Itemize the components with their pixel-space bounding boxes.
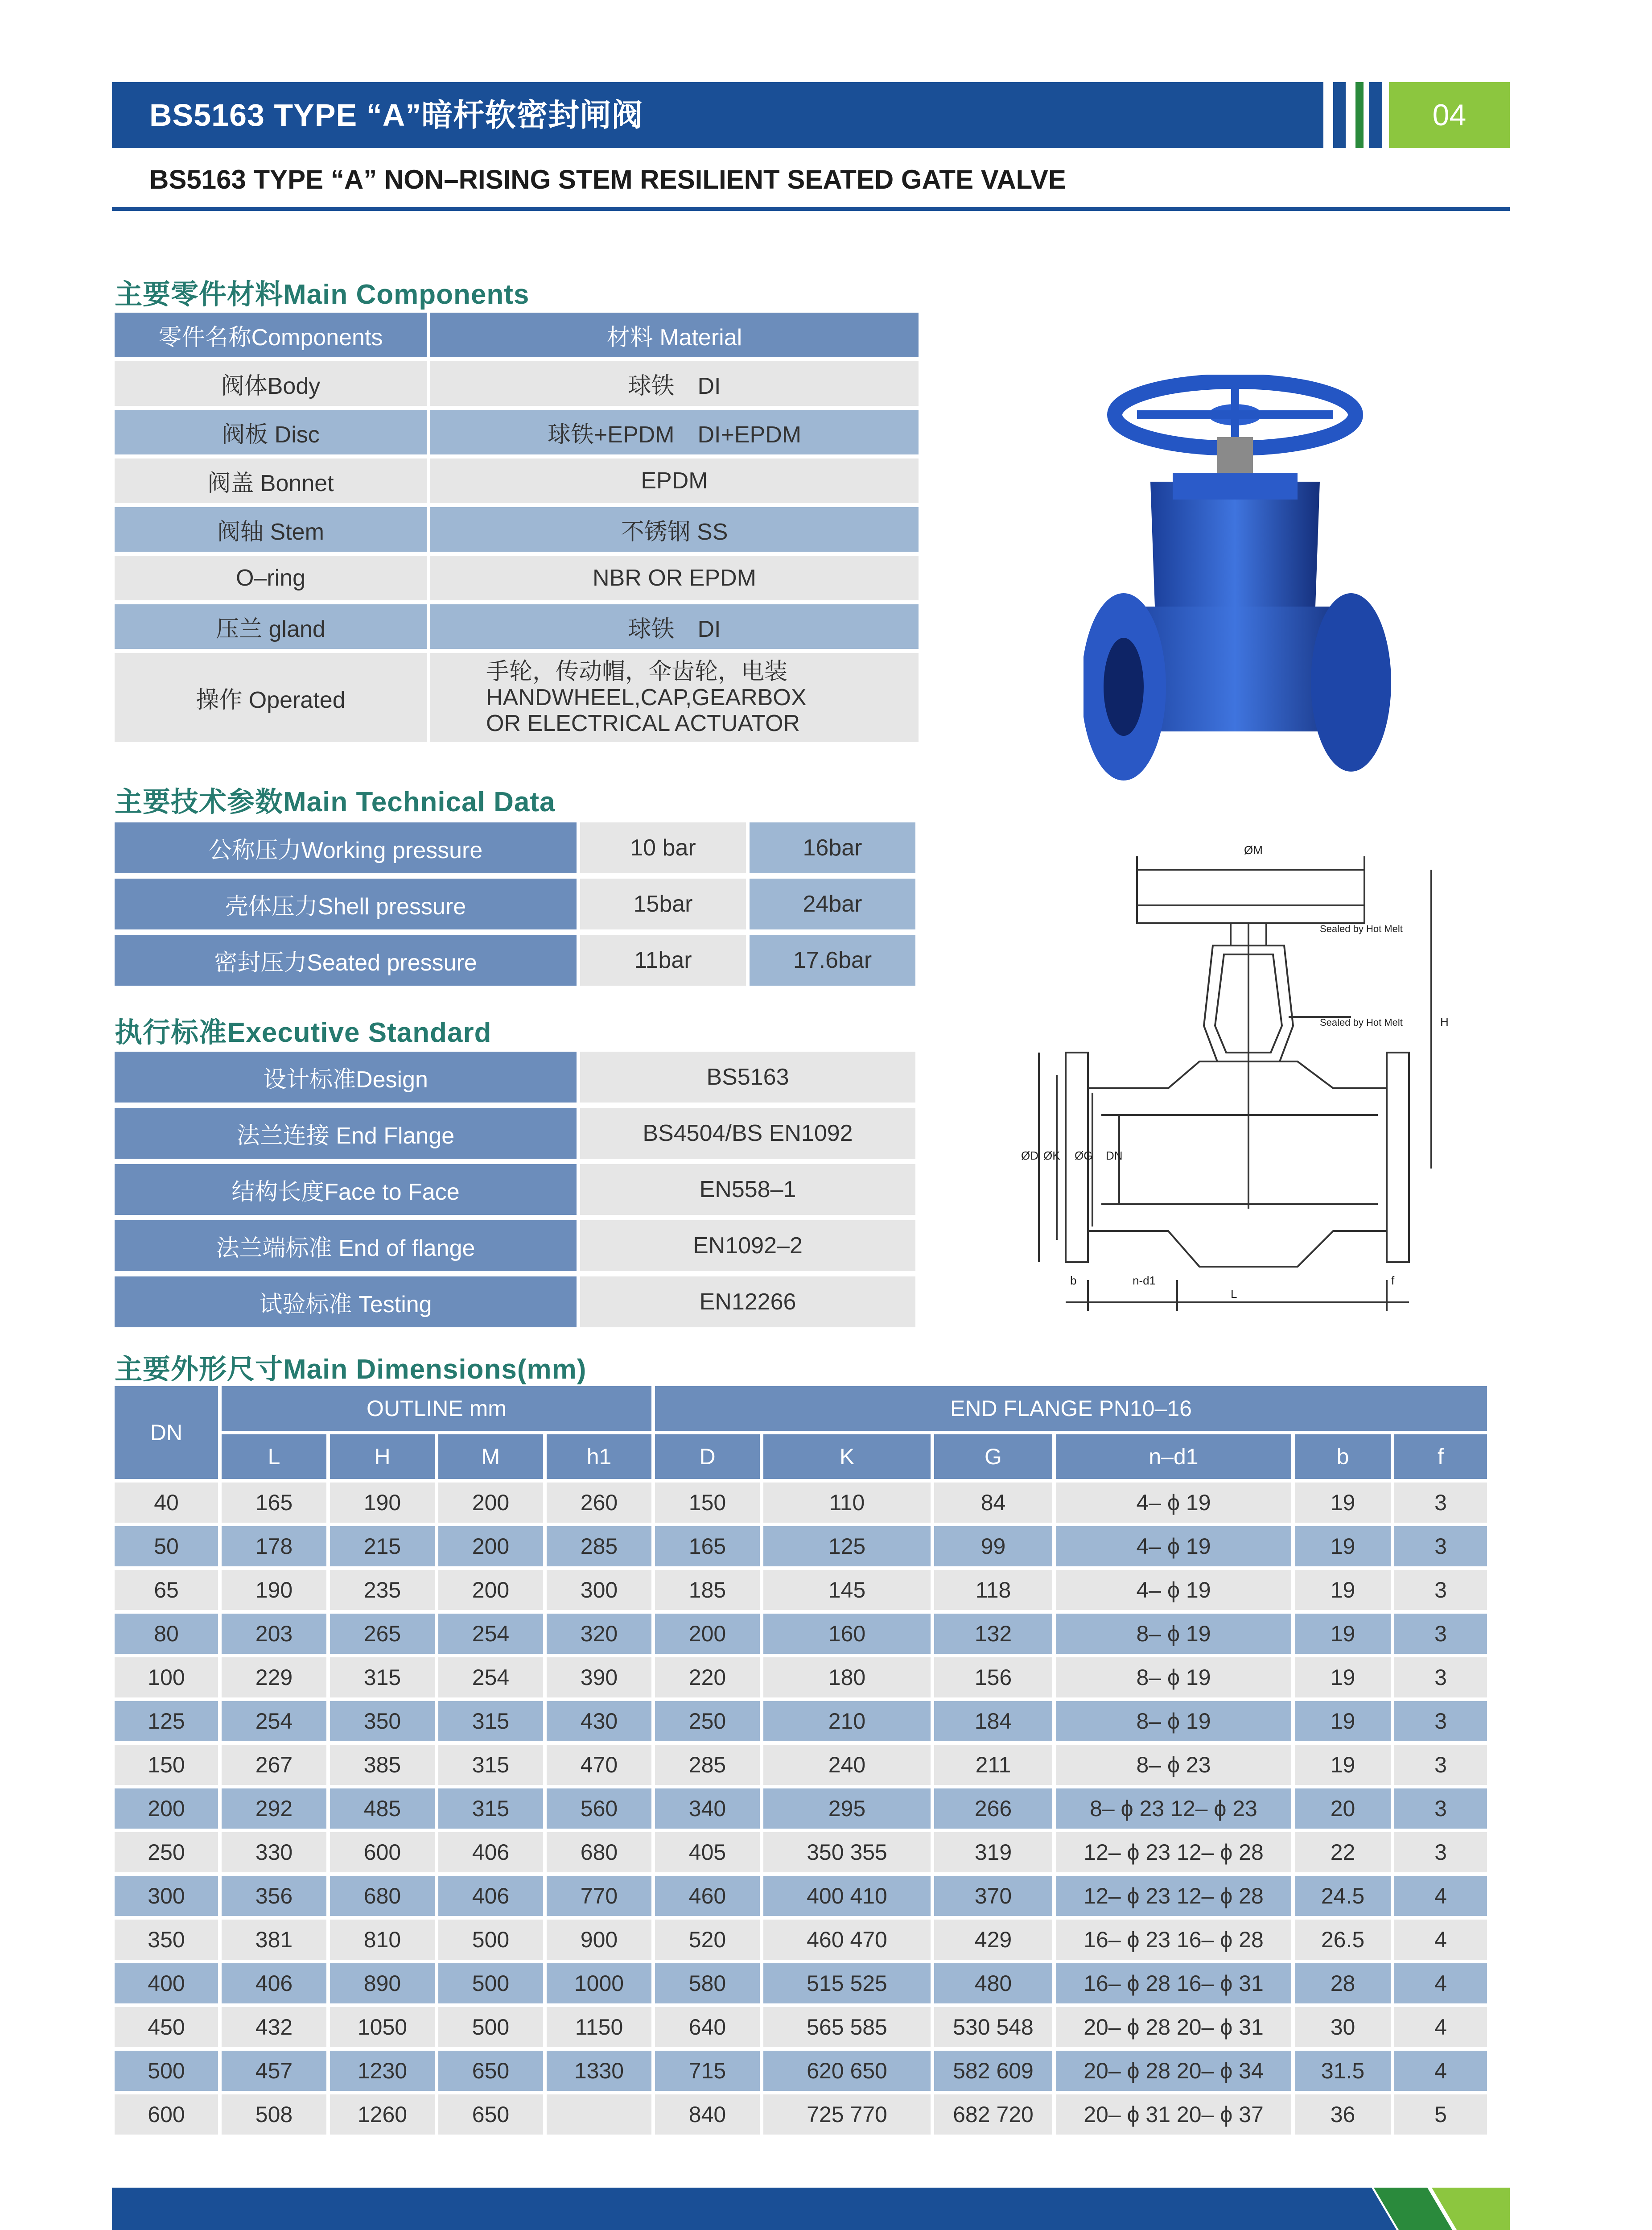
dimensions-cell: 200 bbox=[115, 1788, 218, 1829]
dimensions-cell: 810 bbox=[330, 1920, 435, 1960]
dimensions-cell: 84 bbox=[934, 1483, 1052, 1523]
dimensions-cell: 150 bbox=[655, 1483, 760, 1523]
dimensions-cell: 405 bbox=[655, 1832, 760, 1872]
tech-value-pn16: 16bar bbox=[750, 822, 915, 873]
dimensions-cell: 370 bbox=[934, 1876, 1052, 1916]
outline-header: OUTLINE mm bbox=[222, 1386, 651, 1431]
dimensions-cell: 300 bbox=[115, 1876, 218, 1916]
header-divider bbox=[112, 207, 1510, 211]
dimensions-cell: 500 bbox=[438, 2007, 543, 2047]
dimensions-cell: 4– ϕ 19 bbox=[1056, 1570, 1291, 1610]
dimensions-row bbox=[115, 2094, 1487, 2135]
page-subtitle: BS5163 TYPE “A” NON–RISING STEM RESILIENT SEATED GATE VALVE bbox=[149, 165, 1066, 194]
dimensions-cell: 178 bbox=[222, 1526, 326, 1566]
drawing-label-nd1: n-d1 bbox=[1133, 1274, 1156, 1287]
dimensions-cell: 16– ϕ 23 16– ϕ 28 bbox=[1056, 1920, 1291, 1960]
dimensions-cell: 315 bbox=[438, 1788, 543, 1829]
dimensions-table bbox=[111, 1383, 1491, 2138]
standard-label: 试验标准 Testing bbox=[115, 1276, 577, 1327]
dimensions-cell: 19 bbox=[1295, 1526, 1391, 1566]
dimensions-cell: 3 bbox=[1394, 1788, 1487, 1829]
col-header-g: G bbox=[934, 1434, 1052, 1479]
dimensions-cell: 4– ϕ 19 bbox=[1056, 1483, 1291, 1523]
dimensions-cell: 250 bbox=[655, 1701, 760, 1741]
dimensions-cell: 480 bbox=[934, 1963, 1052, 2003]
component-cell: 阀体Body bbox=[115, 361, 427, 406]
dimensions-cell: 315 bbox=[438, 1745, 543, 1785]
dimensions-cell: 19 bbox=[1295, 1745, 1391, 1785]
dimensions-cell: 315 bbox=[438, 1701, 543, 1741]
dimensions-cell: 211 bbox=[934, 1745, 1052, 1785]
dimensions-cell: 285 bbox=[547, 1526, 651, 1566]
drawing-label-b: b bbox=[1070, 1274, 1077, 1287]
tech-value-pn10: 11bar bbox=[580, 935, 746, 986]
dimensions-cell: 20 bbox=[1295, 1788, 1391, 1829]
dimensions-cell: 4 bbox=[1394, 1963, 1487, 2003]
dimensions-cell: 470 bbox=[547, 1745, 651, 1785]
dimensions-cell: 40 bbox=[115, 1483, 218, 1523]
valve-technical-drawing bbox=[1021, 838, 1476, 1320]
dimensions-cell: 118 bbox=[934, 1570, 1052, 1610]
dimensions-cell: 19 bbox=[1295, 1614, 1391, 1654]
col-header-k: K bbox=[763, 1434, 931, 1479]
dimensions-cell: 19 bbox=[1295, 1701, 1391, 1741]
dimensions-row bbox=[115, 1745, 1487, 1785]
dimensions-cell: 350 bbox=[330, 1701, 435, 1741]
dimensions-cell: 8– ϕ 23 bbox=[1056, 1745, 1291, 1785]
dimensions-cell: 460 bbox=[655, 1876, 760, 1916]
drawing-label-sealed-2: Sealed by Hot Melt bbox=[1320, 1017, 1403, 1028]
dimensions-cell: 565 585 bbox=[763, 2007, 931, 2047]
tech-label: 密封压力Seated pressure bbox=[115, 935, 577, 986]
dimensions-cell: 715 bbox=[655, 2051, 760, 2091]
component-cell: O–ring bbox=[115, 556, 427, 600]
dimensions-cell: 200 bbox=[438, 1483, 543, 1523]
dimensions-cell: 260 bbox=[547, 1483, 651, 1523]
standard-title: 执行标准Executive Standard bbox=[115, 1017, 492, 1048]
dimensions-cell: 1000 bbox=[547, 1963, 651, 2003]
drawing-label-ok: ØK bbox=[1043, 1149, 1060, 1162]
dimensions-cell: 26.5 bbox=[1295, 1920, 1391, 1960]
dimensions-cell: 145 bbox=[763, 1570, 931, 1610]
dimensions-cell: 31.5 bbox=[1295, 2051, 1391, 2091]
dimensions-cell: 620 650 bbox=[763, 2051, 931, 2091]
dimensions-cell: 266 bbox=[934, 1788, 1052, 1829]
footer-bar bbox=[112, 2188, 1510, 2230]
standard-label: 法兰连接 End Flange bbox=[115, 1108, 577, 1159]
dimensions-cell: 12– ϕ 23 12– ϕ 28 bbox=[1056, 1876, 1291, 1916]
dimensions-cell: 20– ϕ 28 20– ϕ 31 bbox=[1056, 2007, 1291, 2047]
material-cell: EPDM bbox=[430, 458, 919, 503]
col-header-l: L bbox=[222, 1434, 326, 1479]
dimensions-cell: 5 bbox=[1394, 2094, 1487, 2135]
dimensions-cell: 600 bbox=[330, 1832, 435, 1872]
standard-value: BS4504/BS EN1092 bbox=[580, 1108, 915, 1159]
dimensions-cell: 1330 bbox=[547, 2051, 651, 2091]
dimensions-cell: 24.5 bbox=[1295, 1876, 1391, 1916]
drawing-label-om: ØM bbox=[1244, 843, 1263, 857]
technical-title: 主要技术参数Main Technical Data bbox=[115, 787, 556, 818]
dimensions-cell: 8– ϕ 19 bbox=[1056, 1657, 1291, 1697]
dimensions-cell: 400 bbox=[115, 1963, 218, 2003]
dimensions-cell: 99 bbox=[934, 1526, 1052, 1566]
dimensions-cell: 3 bbox=[1394, 1570, 1487, 1610]
dimensions-cell: 406 bbox=[438, 1876, 543, 1916]
tech-value-pn10: 10 bar bbox=[580, 822, 746, 873]
operated-line-1: 手轮，传动帽，伞齿轮，电装 bbox=[486, 659, 788, 685]
dimensions-cell: 460 470 bbox=[763, 1920, 931, 1960]
dimensions-cell: 640 bbox=[655, 2007, 760, 2047]
dimensions-cell: 450 bbox=[115, 2007, 218, 2047]
dimensions-cell: 22 bbox=[1295, 1832, 1391, 1872]
dimensions-cell: 406 bbox=[222, 1963, 326, 2003]
tech-value-pn16: 24bar bbox=[750, 879, 915, 929]
dimensions-cell: 3 bbox=[1394, 1701, 1487, 1741]
dimensions-cell: 3 bbox=[1394, 1526, 1487, 1566]
dimensions-cell: 515 525 bbox=[763, 1963, 931, 2003]
dimensions-cell: 28 bbox=[1295, 1963, 1391, 2003]
dimensions-cell: 30 bbox=[1295, 2007, 1391, 2047]
dimensions-cell: 235 bbox=[330, 1570, 435, 1610]
dimensions-cell: 400 410 bbox=[763, 1876, 931, 1916]
standard-table bbox=[111, 1046, 919, 1333]
dimensions-cell: 457 bbox=[222, 2051, 326, 2091]
dimensions-cell: 19 bbox=[1295, 1657, 1391, 1697]
dimensions-cell: 840 bbox=[655, 2094, 760, 2135]
components-header: 零件名称Components bbox=[115, 313, 427, 357]
dimensions-cell: 100 bbox=[115, 1657, 218, 1697]
dimensions-cell: 210 bbox=[763, 1701, 931, 1741]
dimensions-cell: 165 bbox=[222, 1483, 326, 1523]
dimensions-cell: 156 bbox=[934, 1657, 1052, 1697]
dimensions-row bbox=[115, 2051, 1487, 2091]
technical-table bbox=[111, 817, 919, 991]
dimensions-cell: 19 bbox=[1295, 1570, 1391, 1610]
dimensions-cell: 385 bbox=[330, 1745, 435, 1785]
dimensions-row bbox=[115, 1526, 1487, 1566]
dimensions-row bbox=[115, 1657, 1487, 1697]
dimensions-cell: 4 bbox=[1394, 1920, 1487, 1960]
dimensions-cell: 180 bbox=[763, 1657, 931, 1697]
col-header-f: f bbox=[1394, 1434, 1487, 1479]
dimensions-cell: 381 bbox=[222, 1920, 326, 1960]
dimensions-cell: 65 bbox=[115, 1570, 218, 1610]
dimensions-row bbox=[115, 2007, 1487, 2047]
header-stripe-blue bbox=[1333, 82, 1346, 148]
component-cell: 阀板 Disc bbox=[115, 410, 427, 454]
material-header: 材料 Material bbox=[430, 313, 919, 357]
dimensions-cell: 320 bbox=[547, 1614, 651, 1654]
dimensions-cell: 680 bbox=[330, 1876, 435, 1916]
dimensions-row bbox=[115, 1483, 1487, 1523]
dimensions-cell: 125 bbox=[763, 1526, 931, 1566]
components-title: 主要零件材料Main Components bbox=[115, 279, 530, 310]
standard-value: BS5163 bbox=[580, 1052, 915, 1103]
dimensions-cell: 500 bbox=[438, 1920, 543, 1960]
drawing-label-l: L bbox=[1231, 1287, 1237, 1301]
dimensions-cell: 200 bbox=[438, 1570, 543, 1610]
dimensions-cell: 330 bbox=[222, 1832, 326, 1872]
dimensions-cell: 4 bbox=[1394, 2007, 1487, 2047]
dimensions-cell: 254 bbox=[438, 1614, 543, 1654]
dimensions-cell: 350 355 bbox=[763, 1832, 931, 1872]
dimensions-cell: 650 bbox=[438, 2094, 543, 2135]
drawing-label-dn: DN bbox=[1106, 1149, 1123, 1162]
dimensions-cell: 390 bbox=[547, 1657, 651, 1697]
dimensions-row bbox=[115, 1832, 1487, 1872]
dimensions-cell: 8– ϕ 23 12– ϕ 23 bbox=[1056, 1788, 1291, 1829]
dimensions-cell: 890 bbox=[330, 1963, 435, 2003]
dimensions-cell: 295 bbox=[763, 1788, 931, 1829]
dimensions-cell: 680 bbox=[547, 1832, 651, 1872]
dimensions-cell: 432 bbox=[222, 2007, 326, 2047]
tech-value-pn10: 15bar bbox=[580, 879, 746, 929]
dimensions-cell: 429 bbox=[934, 1920, 1052, 1960]
standard-label: 设计标准Design bbox=[115, 1052, 577, 1103]
dimensions-cell: 254 bbox=[222, 1701, 326, 1741]
dn-header: DN bbox=[115, 1386, 218, 1479]
operated-label: 操作 Operated bbox=[115, 653, 427, 742]
dimensions-cell: 80 bbox=[115, 1614, 218, 1654]
dimensions-cell: 560 bbox=[547, 1788, 651, 1829]
dimensions-cell: 16– ϕ 28 16– ϕ 31 bbox=[1056, 1963, 1291, 2003]
standard-value: EN1092–2 bbox=[580, 1220, 915, 1271]
dimensions-cell: 200 bbox=[438, 1526, 543, 1566]
col-header-nd1: n–d1 bbox=[1056, 1434, 1291, 1479]
dimensions-cell: 240 bbox=[763, 1745, 931, 1785]
dimensions-cell: 1050 bbox=[330, 2007, 435, 2047]
dimensions-cell: 725 770 bbox=[763, 2094, 931, 2135]
material-cell: 球铁 DI bbox=[430, 604, 919, 649]
dimensions-cell: 190 bbox=[222, 1570, 326, 1610]
dimensions-cell: 132 bbox=[934, 1614, 1052, 1654]
dimensions-cell: 8– ϕ 19 bbox=[1056, 1701, 1291, 1741]
dimensions-cell: 1150 bbox=[547, 2007, 651, 2047]
dimensions-cell: 267 bbox=[222, 1745, 326, 1785]
material-cell: 球铁+EPDM DI+EPDM bbox=[430, 410, 919, 454]
dimensions-cell: 580 bbox=[655, 1963, 760, 2003]
dimensions-cell: 356 bbox=[222, 1876, 326, 1916]
dimensions-cell: 315 bbox=[330, 1657, 435, 1697]
col-header-b: b bbox=[1295, 1434, 1391, 1479]
drawing-label-sealed-1: Sealed by Hot Melt bbox=[1320, 923, 1403, 934]
component-cell: 压兰 gland bbox=[115, 604, 427, 649]
components-table bbox=[111, 309, 922, 746]
dimensions-cell: 125 bbox=[115, 1701, 218, 1741]
dimensions-cell: 292 bbox=[222, 1788, 326, 1829]
material-cell: 不锈钢 SS bbox=[430, 507, 919, 552]
standard-label: 结构长度Face to Face bbox=[115, 1164, 577, 1215]
dimensions-cell: 682 720 bbox=[934, 2094, 1052, 2135]
dimensions-cell: 250 bbox=[115, 1832, 218, 1872]
dimensions-cell: 203 bbox=[222, 1614, 326, 1654]
dimensions-cell: 36 bbox=[1295, 2094, 1391, 2135]
dimensions-row bbox=[115, 1920, 1487, 1960]
dimensions-cell: 229 bbox=[222, 1657, 326, 1697]
drawing-label-od: ØD bbox=[1021, 1149, 1038, 1162]
col-header-d: D bbox=[655, 1434, 760, 1479]
col-header-h: H bbox=[330, 1434, 435, 1479]
tech-label: 壳体压力Shell pressure bbox=[115, 879, 577, 929]
dimensions-cell: 215 bbox=[330, 1526, 435, 1566]
dimensions-cell: 8– ϕ 19 bbox=[1056, 1614, 1291, 1654]
dimensions-cell: 600 bbox=[115, 2094, 218, 2135]
dimensions-cell: 520 bbox=[655, 1920, 760, 1960]
tech-value-pn16: 17.6bar bbox=[750, 935, 915, 986]
dimensions-cell: 1260 bbox=[330, 2094, 435, 2135]
dimensions-cell: 110 bbox=[763, 1483, 931, 1523]
dimensions-cell: 50 bbox=[115, 1526, 218, 1566]
dimensions-cell: 4 bbox=[1394, 1876, 1487, 1916]
dimensions-cell: 650 bbox=[438, 2051, 543, 2091]
dimensions-cell: 12– ϕ 23 12– ϕ 28 bbox=[1056, 1832, 1291, 1872]
standard-label: 法兰端标准 End of flange bbox=[115, 1220, 577, 1271]
dimensions-cell: 3 bbox=[1394, 1483, 1487, 1523]
dimensions-cell: 265 bbox=[330, 1614, 435, 1654]
dimensions-cell: 190 bbox=[330, 1483, 435, 1523]
tech-label: 公称压力Working pressure bbox=[115, 822, 577, 873]
header-stripe-blue-2 bbox=[1369, 82, 1382, 148]
page-title: BS5163 TYPE “A”暗杆软密封闸阀 bbox=[149, 98, 643, 132]
drawing-label-og: ØG bbox=[1075, 1149, 1093, 1162]
component-cell: 阀盖 Bonnet bbox=[115, 458, 427, 503]
dimensions-cell: 254 bbox=[438, 1657, 543, 1697]
dimensions-cell: 3 bbox=[1394, 1832, 1487, 1872]
dimensions-cell: 900 bbox=[547, 1920, 651, 1960]
dimensions-cell: 582 609 bbox=[934, 2051, 1052, 2091]
col-header-h1: h1 bbox=[547, 1434, 651, 1479]
dimensions-cell: 19 bbox=[1295, 1483, 1391, 1523]
dimensions-row bbox=[115, 1788, 1487, 1829]
standard-value: EN12266 bbox=[580, 1276, 915, 1327]
gate-valve-image bbox=[1083, 375, 1396, 812]
dimensions-title: 主要外形尺寸Main Dimensions(mm) bbox=[115, 1354, 587, 1385]
dimensions-row bbox=[115, 1570, 1487, 1610]
dimensions-cell: 500 bbox=[115, 2051, 218, 2091]
dimensions-cell: 770 bbox=[547, 1876, 651, 1916]
dimensions-row bbox=[115, 1614, 1487, 1654]
flange-header: END FLANGE PN10–16 bbox=[655, 1386, 1487, 1431]
dimensions-cell: 500 bbox=[438, 1963, 543, 2003]
drawing-label-h: H bbox=[1440, 1015, 1449, 1028]
dimensions-cell: 485 bbox=[330, 1788, 435, 1829]
dimensions-cell: 3 bbox=[1394, 1614, 1487, 1654]
header-stripe-green bbox=[1355, 82, 1364, 148]
operated-line-2: HANDWHEEL,CAP,GEARBOX bbox=[486, 685, 807, 710]
dimensions-cell: 508 bbox=[222, 2094, 326, 2135]
col-header-m: M bbox=[438, 1434, 543, 1479]
material-cell: 球铁 DI bbox=[430, 361, 919, 406]
dimensions-cell: 350 bbox=[115, 1920, 218, 1960]
standard-value: EN558–1 bbox=[580, 1164, 915, 1215]
dimensions-cell: 530 548 bbox=[934, 2007, 1052, 2047]
dimensions-cell: 285 bbox=[655, 1745, 760, 1785]
dimensions-row bbox=[115, 1876, 1487, 1916]
dimensions-cell: 185 bbox=[655, 1570, 760, 1610]
dimensions-cell: 4 bbox=[1394, 2051, 1487, 2091]
dimensions-cell: 430 bbox=[547, 1701, 651, 1741]
operated-line-3: OR ELECTRICAL ACTUATOR bbox=[486, 710, 800, 736]
dimensions-cell: 184 bbox=[934, 1701, 1052, 1741]
dimensions-cell: 406 bbox=[438, 1832, 543, 1872]
dimensions-cell: 165 bbox=[655, 1526, 760, 1566]
dimensions-cell: 300 bbox=[547, 1570, 651, 1610]
dimensions-cell: 160 bbox=[763, 1614, 931, 1654]
operated-value bbox=[430, 653, 919, 742]
dimensions-cell: 200 bbox=[655, 1614, 760, 1654]
dimensions-cell bbox=[547, 2094, 651, 2135]
dimensions-cell: 3 bbox=[1394, 1745, 1487, 1785]
page-number: 04 bbox=[1389, 82, 1510, 148]
dimensions-cell: 220 bbox=[655, 1657, 760, 1697]
drawing-label-f: f bbox=[1391, 1274, 1395, 1287]
dimensions-cell: 340 bbox=[655, 1788, 760, 1829]
dimensions-cell: 3 bbox=[1394, 1657, 1487, 1697]
dimensions-cell: 20– ϕ 31 20– ϕ 37 bbox=[1056, 2094, 1291, 2135]
dimensions-cell: 4– ϕ 19 bbox=[1056, 1526, 1291, 1566]
component-cell: 阀轴 Stem bbox=[115, 507, 427, 552]
dimensions-cell: 319 bbox=[934, 1832, 1052, 1872]
dimensions-cell: 1230 bbox=[330, 2051, 435, 2091]
dimensions-row bbox=[115, 1963, 1487, 2003]
dimensions-cell: 20– ϕ 28 20– ϕ 34 bbox=[1056, 2051, 1291, 2091]
dimensions-cell: 150 bbox=[115, 1745, 218, 1785]
material-cell: NBR OR EPDM bbox=[430, 556, 919, 600]
dimensions-row bbox=[115, 1701, 1487, 1741]
